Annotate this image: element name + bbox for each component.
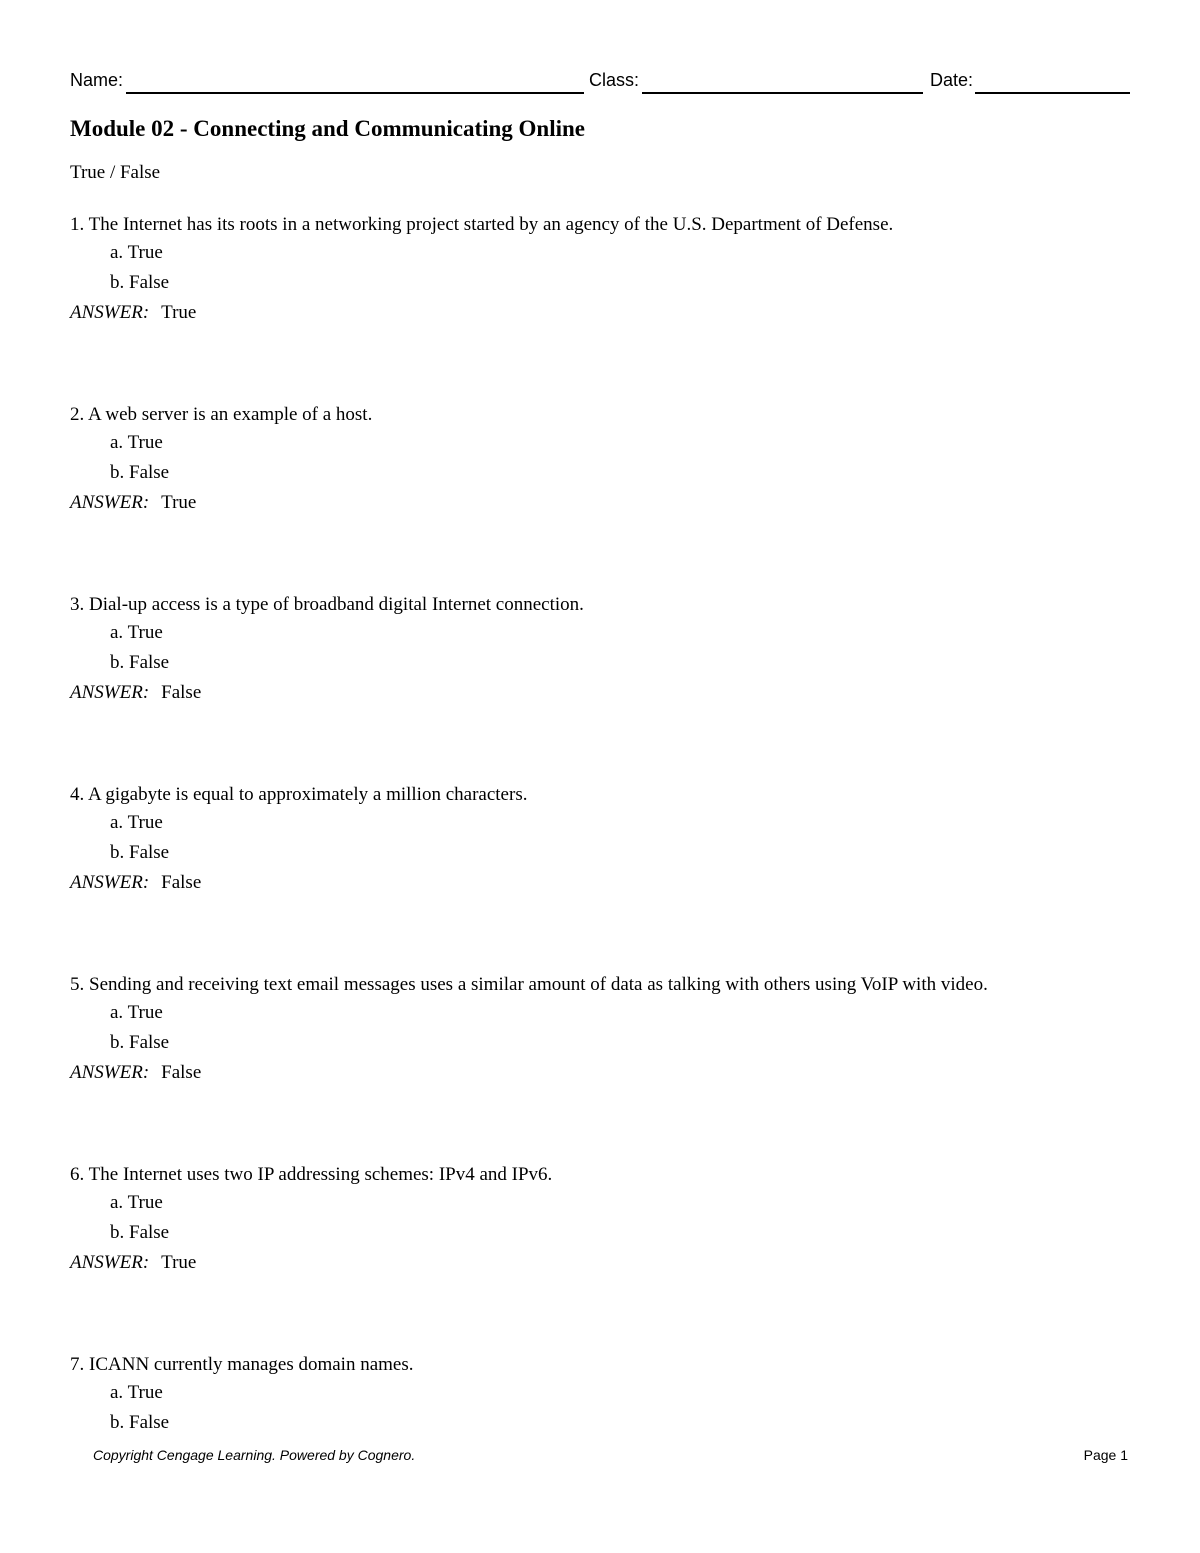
option-false: b. False — [110, 1222, 170, 1243]
answer-label: ANSWER: — [70, 1252, 150, 1273]
page-number: Page 1 — [1083, 1447, 1128, 1463]
name-label: Name: — [70, 70, 124, 90]
answer-value: False — [161, 682, 202, 703]
option-true: a. True — [110, 432, 163, 453]
answer-label: ANSWER: — [70, 872, 150, 893]
option-true: a. True — [110, 1382, 163, 1403]
question-stem: 2. A web server is an example of a host. — [70, 404, 373, 425]
question-stem: 1. The Internet has its roots in a networking project started by an agency of the U.S. Department of Defense. — [70, 214, 894, 235]
date-label: Date: — [930, 70, 974, 90]
page-title: Module 02 - Connecting and Communicating Online — [70, 116, 585, 141]
footer-copyright: Copyright Cengage Learning. Powered by Cognero. — [93, 1447, 416, 1463]
name-field-line[interactable] — [126, 92, 584, 94]
answer-line — [70, 872, 201, 894]
answer-label: ANSWER: — [70, 492, 150, 513]
option-true: a. True — [110, 622, 163, 643]
question-stem: 5. Sending and receiving text email messages uses a similar amount of data as talking with others using VoIP with video. — [70, 974, 988, 995]
class-field-line[interactable] — [642, 92, 923, 94]
option-true: a. True — [110, 812, 163, 833]
date-field-line[interactable] — [975, 92, 1130, 94]
answer-value: True — [161, 302, 197, 323]
answer-line — [70, 1252, 196, 1274]
option-false: b. False — [110, 272, 170, 293]
option-false: b. False — [110, 652, 170, 673]
answer-label: ANSWER: — [70, 682, 150, 703]
option-false: b. False — [110, 462, 170, 483]
answer-value: False — [161, 1062, 202, 1083]
option-true: a. True — [110, 1002, 163, 1023]
answer-label: ANSWER: — [70, 302, 150, 323]
question-stem: 7. ICANN currently manages domain names. — [70, 1354, 414, 1375]
option-true: a. True — [110, 242, 163, 263]
question-stem: 6. The Internet uses two IP addressing schemes: IPv4 and IPv6. — [70, 1164, 553, 1185]
question-stem: 4. A gigabyte is equal to approximately a million characters. — [70, 784, 528, 805]
answer-label: ANSWER: — [70, 1062, 150, 1083]
answer-line — [70, 682, 201, 704]
option-true: a. True — [110, 1192, 163, 1213]
option-false: b. False — [110, 1412, 170, 1433]
answer-value: True — [161, 1252, 197, 1273]
option-false: b. False — [110, 1032, 170, 1053]
section-heading: True / False — [70, 162, 161, 183]
answer-line — [70, 1062, 201, 1084]
answer-line — [70, 492, 196, 514]
header-row — [70, 70, 1130, 96]
option-false: b. False — [110, 842, 170, 863]
question-stem: 3. Dial-up access is a type of broadband digital Internet connection. — [70, 594, 584, 615]
class-label: Class: — [589, 70, 640, 90]
answer-value: True — [161, 492, 197, 513]
answer-value: False — [161, 872, 202, 893]
answer-line — [70, 302, 196, 324]
